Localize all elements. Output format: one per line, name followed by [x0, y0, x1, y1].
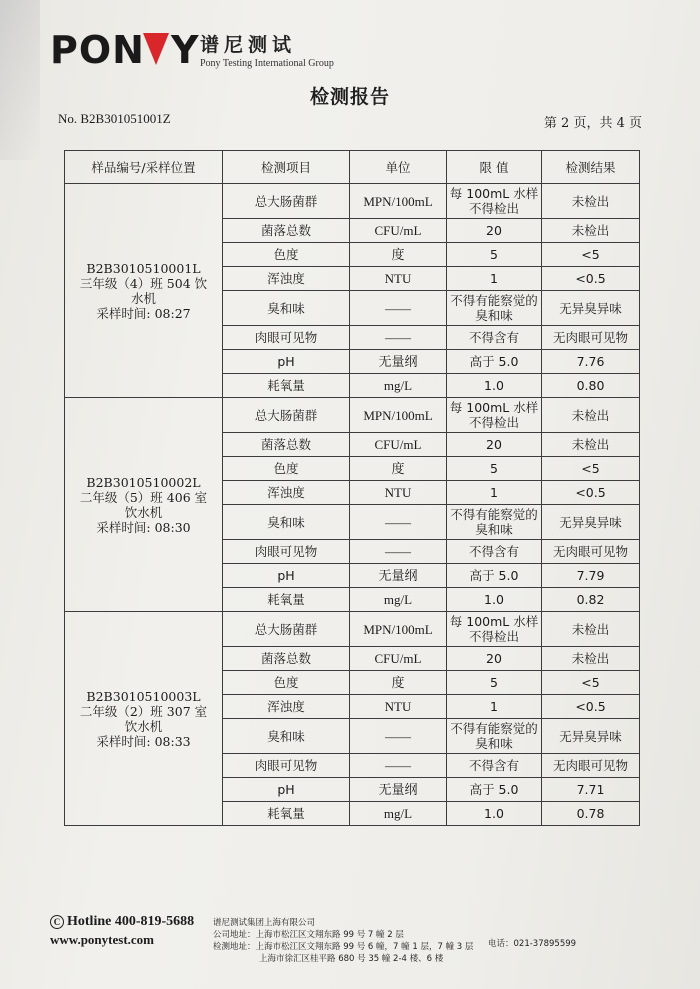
hotline — [50, 914, 194, 930]
item-cell: pH — [223, 778, 350, 802]
item-cell: 菌落总数 — [223, 647, 350, 671]
unit-cell: —— — [350, 326, 447, 350]
item-cell: 菌落总数 — [223, 219, 350, 243]
report-number: No. B2B301051001Z — [58, 111, 171, 126]
page-fold-shadow — [0, 0, 40, 160]
result-cell: 0.78 — [542, 802, 640, 826]
result-cell: 未检出 — [542, 219, 640, 243]
result-cell: <0.5 — [542, 695, 640, 719]
item-cell: 耗氧量 — [223, 802, 350, 826]
item-cell: 耗氧量 — [223, 588, 350, 612]
sample-line: 二年级（2）班 307 室 — [79, 703, 208, 719]
result-cell: <0.5 — [542, 267, 640, 291]
result-cell: 无肉眼可见物 — [542, 326, 640, 350]
unit-cell: NTU — [350, 695, 447, 719]
sample-line: 水机 — [130, 290, 156, 306]
footer-contact — [50, 914, 194, 948]
header-result: 检测结果 — [542, 151, 640, 184]
unit-cell: CFU/mL — [350, 219, 447, 243]
limit-cell: 20 — [447, 647, 542, 671]
header-unit: 单位 — [350, 151, 447, 184]
result-cell: 7.71 — [542, 778, 640, 802]
result-cell: 无异臭异味 — [542, 291, 640, 326]
result-cell: 7.79 — [542, 564, 640, 588]
unit-cell: mg/L — [350, 588, 447, 612]
sample-line: 二年级（5）班 406 室 — [79, 489, 208, 505]
logo-letter-y: Y — [170, 27, 200, 72]
footer-phone: 电话：021-37895599 — [488, 939, 577, 949]
sample-line: B2B3010510002L — [86, 474, 201, 490]
result-cell: 未检出 — [542, 612, 640, 647]
unit-cell: 无量纲 — [350, 778, 447, 802]
header-limit: 限 值 — [447, 151, 542, 184]
limit-cell: 1.0 — [447, 588, 542, 612]
item-cell: 臭和味 — [223, 719, 350, 754]
result-cell: <5 — [542, 243, 640, 267]
result-cell: 未检出 — [542, 647, 640, 671]
sample-line: 采样时间: 08:30 — [96, 519, 191, 535]
result-cell: 未检出 — [542, 184, 640, 219]
item-cell: 总大肠菌群 — [223, 612, 350, 647]
logo-letter-o: O — [78, 27, 113, 72]
brand-name-en: Pony Testing International Group — [200, 58, 334, 69]
result-cell: <0.5 — [542, 481, 640, 505]
limit-cell: 不得含有 — [447, 754, 542, 778]
table-header-row — [65, 151, 640, 184]
result-cell: 未检出 — [542, 433, 640, 457]
hotline-text: Hotline 400-819-5688 — [67, 914, 195, 929]
result-cell: 未检出 — [542, 398, 640, 433]
limit-cell: 高于 5.0 — [447, 564, 542, 588]
lab-address-1: 检测地址：上海市松江区文翔东路 99 号 6 幢，7 幢 1 层，7 幢 3 层 — [213, 942, 474, 952]
item-cell: 色度 — [223, 671, 350, 695]
company-name: 谱尼测试集团上海有限公司 — [213, 918, 316, 928]
sample-line: 饮水机 — [124, 718, 163, 734]
sample-cell — [65, 184, 223, 398]
result-cell: <5 — [542, 457, 640, 481]
unit-cell: 无量纲 — [350, 564, 447, 588]
limit-cell: 不得含有 — [447, 326, 542, 350]
item-cell: 耗氧量 — [223, 374, 350, 398]
header-item: 检测项目 — [223, 151, 350, 184]
limit-cell: 1.0 — [447, 374, 542, 398]
limit-cell: 1.0 — [447, 802, 542, 826]
limit-cell: 不得有能察觉的臭和味 — [447, 505, 542, 540]
sample-line: 三年级（4）班 504 饮 — [79, 275, 208, 291]
sample-cell — [65, 612, 223, 826]
sample-line: 采样时间: 08:33 — [96, 733, 191, 749]
limit-cell: 不得有能察觉的臭和味 — [447, 291, 542, 326]
limit-cell: 5 — [447, 671, 542, 695]
limit-cell: 20 — [447, 219, 542, 243]
result-cell: 0.82 — [542, 588, 640, 612]
item-cell: 肉眼可见物 — [223, 326, 350, 350]
unit-cell: NTU — [350, 481, 447, 505]
unit-cell: mg/L — [350, 802, 447, 826]
company-address: 公司地址：上海市松江区文翔东路 99 号 7 幢 2 层 — [213, 930, 404, 940]
item-cell: 色度 — [223, 243, 350, 267]
item-cell: 浑浊度 — [223, 695, 350, 719]
limit-cell: 1 — [447, 267, 542, 291]
unit-cell: —— — [350, 505, 447, 540]
unit-cell: —— — [350, 291, 447, 326]
item-cell: 肉眼可见物 — [223, 540, 350, 564]
brand-block — [200, 30, 334, 69]
unit-cell: CFU/mL — [350, 433, 447, 457]
item-cell: pH — [223, 564, 350, 588]
result-cell: 7.76 — [542, 350, 640, 374]
item-cell: 总大肠菌群 — [223, 398, 350, 433]
unit-cell: mg/L — [350, 374, 447, 398]
item-cell: 浑浊度 — [223, 481, 350, 505]
logo-letter-p: P — [50, 27, 79, 72]
limit-cell: 每 100mL 水样不得检出 — [447, 184, 542, 219]
result-cell: 无肉眼可见物 — [542, 540, 640, 564]
result-cell: 无异臭异味 — [542, 719, 640, 754]
brand-name-cn: 谱尼测试 — [200, 34, 297, 56]
limit-cell: 20 — [447, 433, 542, 457]
unit-cell: CFU/mL — [350, 647, 447, 671]
results-table — [64, 150, 640, 826]
copyright-icon: C — [50, 915, 64, 929]
item-cell: 色度 — [223, 457, 350, 481]
sample-line: 采样时间: 08:27 — [96, 305, 191, 321]
footer-addresses — [213, 917, 473, 965]
pony-logo — [50, 27, 200, 72]
unit-cell: 度 — [350, 671, 447, 695]
sample-line: 饮水机 — [124, 504, 163, 520]
limit-cell: 每 100mL 水样不得检出 — [447, 612, 542, 647]
unit-cell: MPN/100mL — [350, 184, 447, 219]
unit-cell: MPN/100mL — [350, 398, 447, 433]
limit-cell: 5 — [447, 457, 542, 481]
unit-cell: NTU — [350, 267, 447, 291]
sample-line: B2B3010510001L — [86, 260, 201, 276]
item-cell: 浑浊度 — [223, 267, 350, 291]
limit-cell: 5 — [447, 243, 542, 267]
limit-cell: 1 — [447, 481, 542, 505]
sample-cell — [65, 398, 223, 612]
item-cell: 菌落总数 — [223, 433, 350, 457]
limit-cell: 高于 5.0 — [447, 778, 542, 802]
logo-red-triangle-icon — [143, 33, 169, 65]
table-row — [65, 612, 640, 647]
page-indicator: 第 2 页，共 4 页 — [543, 116, 642, 131]
table-row — [65, 398, 640, 433]
item-cell: 肉眼可见物 — [223, 754, 350, 778]
unit-cell: MPN/100mL — [350, 612, 447, 647]
limit-cell: 高于 5.0 — [447, 350, 542, 374]
sample-line: B2B3010510003L — [86, 688, 201, 704]
result-cell: 0.80 — [542, 374, 640, 398]
lab-address-2: 上海市徐汇区桂平路 680 号 35 幢 2-4 楼、6 楼 — [259, 954, 444, 964]
unit-cell: 度 — [350, 243, 447, 267]
table-row — [65, 184, 640, 219]
unit-cell: —— — [350, 540, 447, 564]
limit-cell: 1 — [447, 695, 542, 719]
unit-cell: —— — [350, 719, 447, 754]
unit-cell: 度 — [350, 457, 447, 481]
header-sample: 样品编号/采样位置 — [65, 151, 223, 184]
limit-cell: 每 100mL 水样不得检出 — [447, 398, 542, 433]
item-cell: 臭和味 — [223, 505, 350, 540]
item-cell: 臭和味 — [223, 291, 350, 326]
result-cell: 无异臭异味 — [542, 505, 640, 540]
report-title: 检测报告 — [309, 86, 390, 108]
limit-cell: 不得有能察觉的臭和味 — [447, 719, 542, 754]
result-cell: 无肉眼可见物 — [542, 754, 640, 778]
unit-cell: 无量纲 — [350, 350, 447, 374]
limit-cell: 不得含有 — [447, 540, 542, 564]
item-cell: pH — [223, 350, 350, 374]
item-cell: 总大肠菌群 — [223, 184, 350, 219]
table-body — [65, 184, 640, 826]
website-link[interactable]: www.ponytest.com — [50, 932, 154, 947]
unit-cell: —— — [350, 754, 447, 778]
logo-letter-n: N — [112, 27, 145, 72]
result-cell: <5 — [542, 671, 640, 695]
